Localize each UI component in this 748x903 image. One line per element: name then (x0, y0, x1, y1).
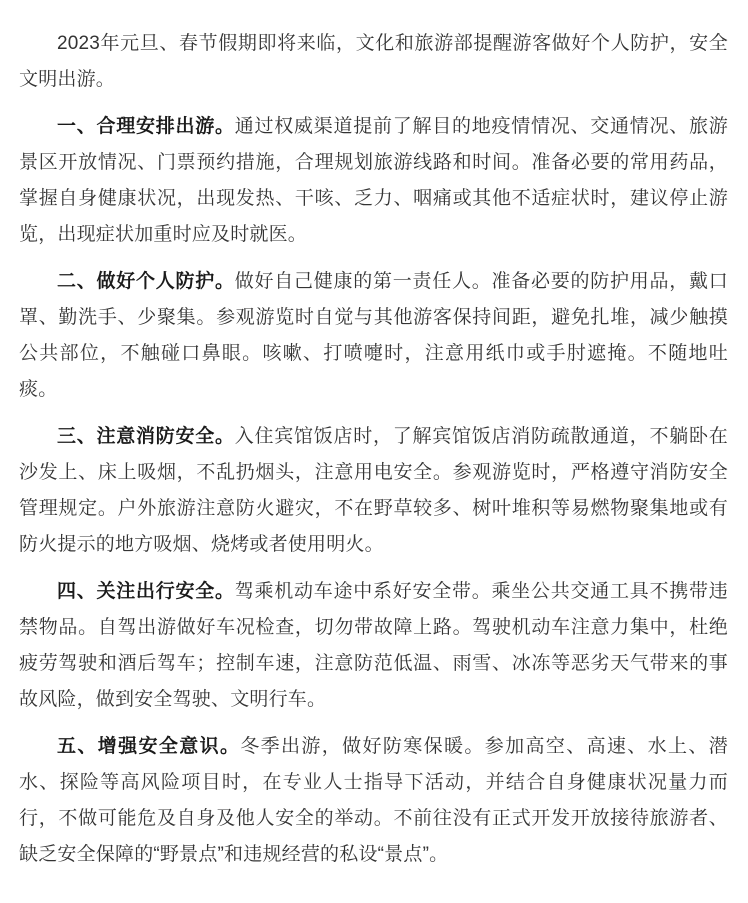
section-heading-5: 五、增强安全意识。 (57, 736, 241, 757)
section-paragraph-3 (19, 419, 728, 563)
section-heading-4: 四、关注出行安全。 (57, 581, 235, 602)
intro-paragraph: 2023年元旦、春节假期即将来临，文化和旅游部提醒游客做好个人防护，安全文明出游。 (19, 33, 728, 90)
section-paragraph-1 (19, 109, 728, 253)
section-paragraph-2 (19, 264, 728, 408)
section-body-1: 通过权威渠道提前了解目的地疫情情况、交通情况、旅游景区开放情况、门票预约措施，合理规划旅游线路和时间。准备必要的常用药品，掌握自身健康状况，出现发热、干咳、乏力、咽痛或其他不适症状时，建议停止游览，出现症状加重时应及时就医。 (19, 116, 728, 245)
section-body-2: 做好自己健康的第一责任人。准备必要的防护用品，戴口罩、勤洗手、少聚集。参观游览时自觉与其他游客保持间距，避免扎堆，减少触摸公共部位，不触碰口鼻眼。咳嗽、打喷嚏时，注意用纸巾或手肘遮掩。不随地吐痰。 (19, 271, 728, 400)
section-body-3: 入住宾馆饭店时，了解宾馆饭店消防疏散通道，不躺卧在沙发上、床上吸烟，不乱扔烟头，注意用电安全。参观游览时，严格遵守消防安全管理规定。户外旅游注意防火避灾，不在野草较多、树叶堆积等易燃物聚集地或有防火提示的地方吸烟、烧烤或者使用明火。 (19, 426, 728, 555)
section-paragraph-5 (19, 729, 728, 873)
section-heading-1: 一、合理安排出游。 (57, 116, 235, 137)
section-body-4: 驾乘机动车途中系好安全带。乘坐公共交通工具不携带违禁物品。自驾出游做好车况检查，切勿带故障上路。驾驶机动车注意力集中，杜绝疲劳驾驶和酒后驾车；控制车速，注意防范低温、雨雪、冰冻等恶劣天气带来的事故风险，做到安全驾驶、文明行车。 (19, 581, 728, 710)
section-body-5: 冬季出游，做好防寒保暖。参加高空、高速、水上、潜水、探险等高风险项目时，在专业人士指导下活动，并结合自身健康状况量力而行，不做可能危及自身及他人安全的举动。不前往没有正式开发开放接待旅游者、缺乏安全保障的“野景点”和违规经营的私设“景点”。 (19, 736, 728, 865)
section-heading-3: 三、注意消防安全。 (57, 426, 235, 447)
section-paragraph-4 (19, 574, 728, 718)
section-heading-2: 二、做好个人防护。 (57, 271, 235, 292)
